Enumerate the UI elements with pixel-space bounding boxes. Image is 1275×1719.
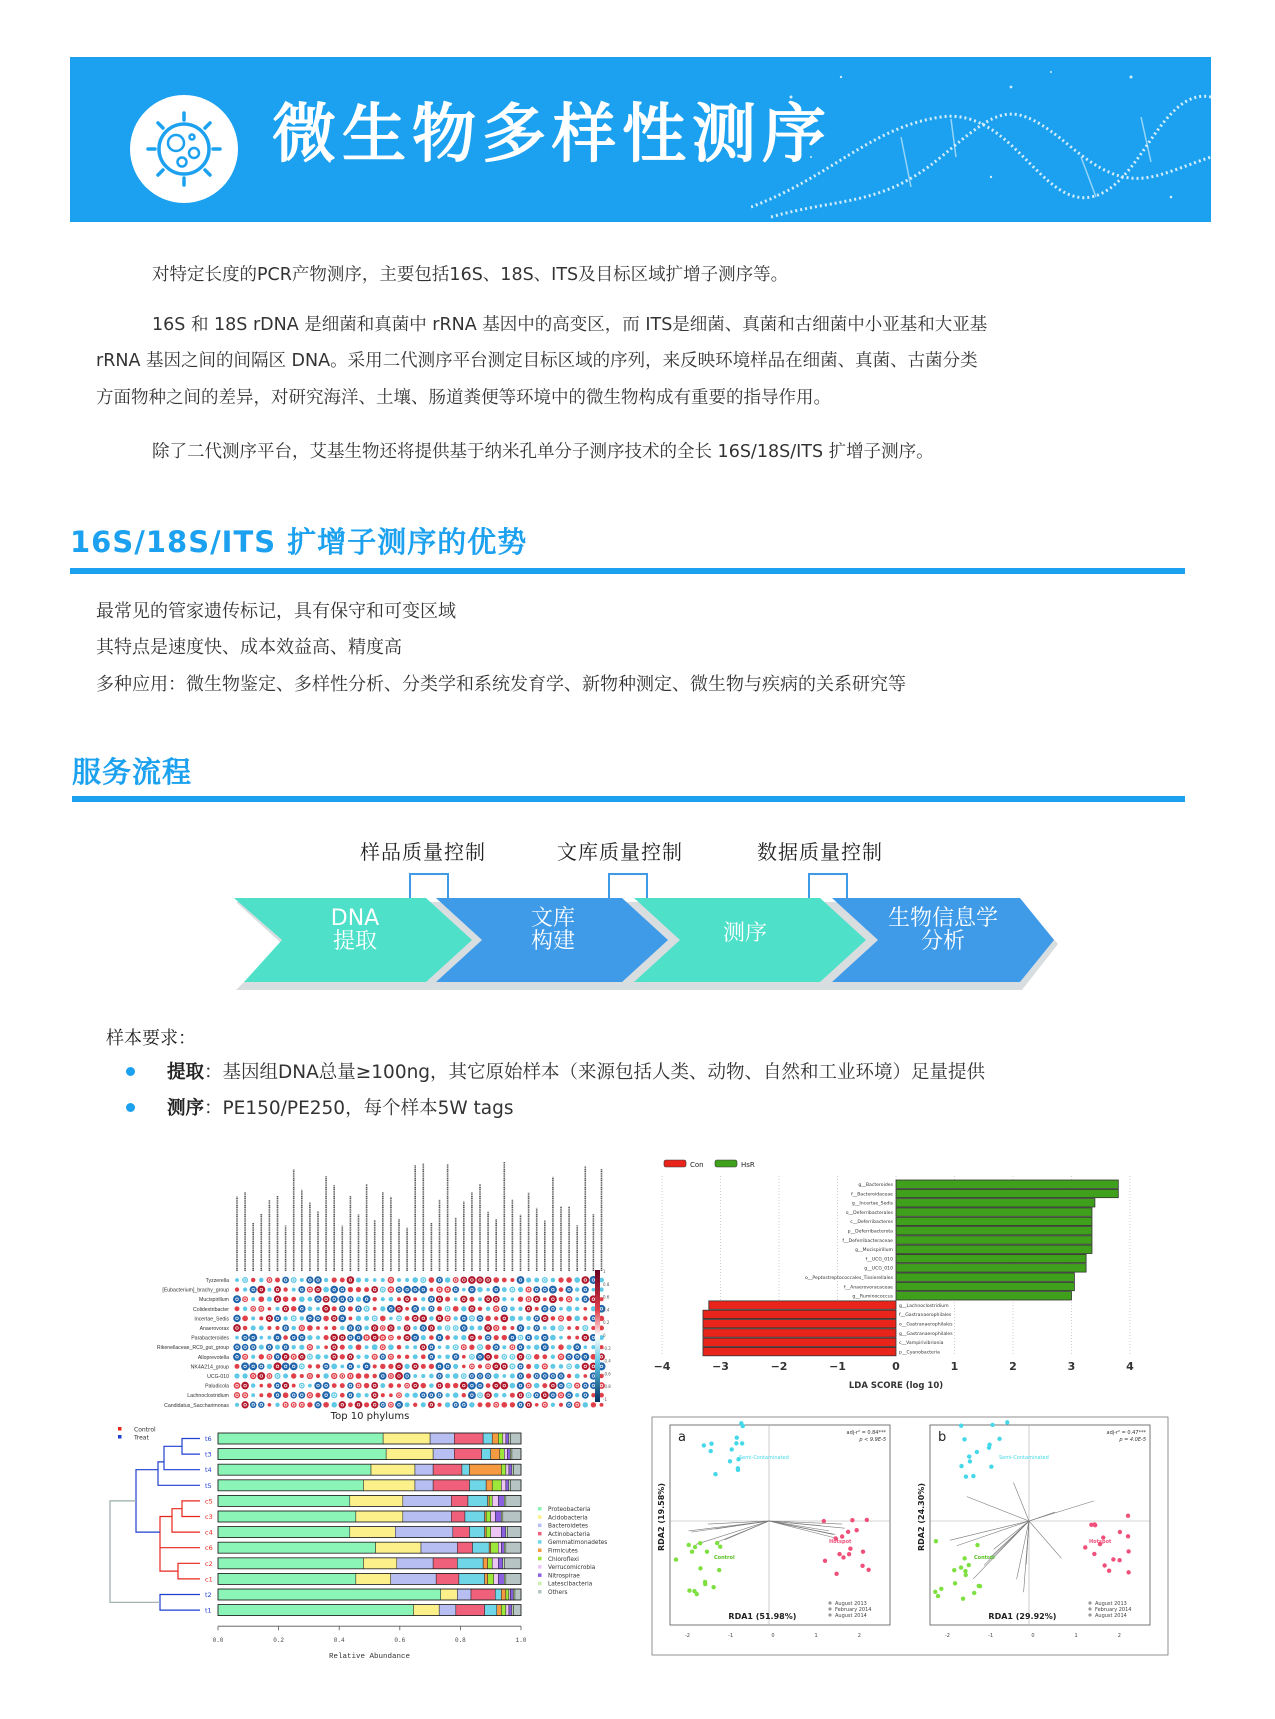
svg-text:0: 0 <box>603 1333 606 1338</box>
svg-text:August 2013: August 2013 <box>835 1601 867 1607</box>
section-divider <box>72 796 1185 802</box>
svg-text:Incertae_Sedis: Incertae_Sedis <box>194 1316 229 1323</box>
intro-paragraph-2-line-3: 方面物种之间的差异，对研究海洋、土壤、肠道粪便等环境中的微生物构成有重要的指导作用。 <box>96 388 831 408</box>
svg-text:February 2014: February 2014 <box>835 1607 872 1613</box>
requirement-sequencing: 测序 ： PE150/PE250，每个样本5W tags <box>126 1094 514 1120</box>
svg-text:c4: c4 <box>205 1528 213 1537</box>
svg-text:0: 0 <box>1031 1633 1035 1639</box>
svg-text:c3: c3 <box>205 1513 213 1521</box>
svg-text:0.4: 0.4 <box>603 1307 610 1313</box>
svg-text:c2: c2 <box>205 1559 213 1568</box>
intro-paragraph-3: 除了二代测序平台，艾基生物还将提供基于纳米孔单分子测序技术的全长 16S/18S/ITS 扩增子测序。 <box>152 442 934 462</box>
svg-text:August 2014: August 2014 <box>1095 1613 1127 1619</box>
svg-text:−2: −2 <box>770 1360 788 1373</box>
svg-text:1: 1 <box>1074 1633 1078 1639</box>
svg-text:Candidatus_Saccharimonas: Candidatus_Saccharimonas <box>164 1402 229 1409</box>
svg-text:-0.2: -0.2 <box>603 1345 611 1351</box>
svg-text:Hotspot: Hotspot <box>1089 1539 1112 1545</box>
requirement-extraction: 提取 ： 基因组DNA总量≥100ng，其它原始样本（来源包括人类、动物、自然和工业环境）足量提供 <box>126 1058 985 1084</box>
phylum-stacked-bar-chart <box>100 1402 630 1685</box>
svg-text:RDA1 (29.92%): RDA1 (29.92%) <box>988 1612 1057 1621</box>
svg-text:2: 2 <box>1009 1360 1017 1373</box>
svg-text:o__Gastranaerophilales: o__Gastranaerophilales <box>899 1322 953 1328</box>
svg-text:0: 0 <box>771 1633 775 1639</box>
svg-text:g__Incertae_Sedis: g__Incertae_Sedis <box>851 1201 893 1207</box>
lda-bar-chart <box>650 1150 1170 1410</box>
svg-text:o__Peptostreptococcales_Tissie: o__Peptostreptococcales_Tissierellales <box>804 1276 893 1281</box>
svg-text:p = 4.0E-5: p = 4.0E-5 <box>1119 1437 1146 1443</box>
svg-text:c__Deferribacteres: c__Deferribacteres <box>850 1220 893 1226</box>
svg-text:Nitrospirae: Nitrospirae <box>548 1573 580 1580</box>
svg-text:RDA2 (19.58%): RDA2 (19.58%) <box>657 1483 666 1551</box>
svg-text:Control: Control <box>714 1555 735 1561</box>
advantages-heading: 16S/18S/ITS 扩增子测序的优势 <box>70 525 528 559</box>
correlation-heatmap <box>95 1160 625 1410</box>
svg-text:Bacteroidetes: Bacteroidetes <box>548 1523 589 1530</box>
svg-text:t1: t1 <box>205 1606 212 1615</box>
svg-text:-0.4: -0.4 <box>603 1358 611 1364</box>
qc-label-data: 数据质量控制 <box>757 840 883 864</box>
svg-text:Proteobacteria: Proteobacteria <box>548 1507 591 1513</box>
step-library-construction: 文库 构建 <box>530 906 575 954</box>
svg-text:t2: t2 <box>205 1591 212 1599</box>
svg-text:0.6: 0.6 <box>603 1294 610 1300</box>
step-bioinformatics: 生物信息学 分析 <box>887 906 998 954</box>
svg-text:−4: −4 <box>653 1360 671 1373</box>
sample-requirements-title: 样本要求： <box>106 1028 196 1049</box>
svg-text:f__UCG_010: f__UCG_010 <box>865 1257 893 1263</box>
svg-text:Actinobacteria: Actinobacteria <box>548 1531 590 1538</box>
qc-label-library: 文库质量控制 <box>557 840 683 864</box>
section-divider <box>70 568 1185 574</box>
svg-text:HsR: HsR <box>741 1161 755 1169</box>
intro-paragraph-2-line-2: rRNA 基因之间的间隔区 DNA。采用二代测序平台测定目标区域的序列，来反映环境样品在细菌、真菌、古菌分类 <box>96 351 978 371</box>
svg-text:Colidextribacter: Colidextribacter <box>192 1306 229 1313</box>
intro-paragraph-2-line-1: 16S 和 18S rDNA 是细菌和真菌中 rRNA 基因中的高变区，而 ITS是细菌、真菌和古细菌中小亚基和大亚基 <box>152 315 988 335</box>
svg-text:Verrucomicrobia: Verrucomicrobia <box>548 1565 596 1572</box>
svg-text:f__Anaerovoracaceae: f__Anaerovoracaceae <box>843 1285 893 1291</box>
svg-text:Control: Control <box>974 1555 995 1561</box>
svg-text:0.4: 0.4 <box>333 1637 345 1645</box>
svg-text:g__Ruminococcus: g__Ruminococcus <box>852 1294 893 1300</box>
svg-text:-2: -2 <box>945 1633 950 1639</box>
svg-text:Semi-Contaminated: Semi-Contaminated <box>999 1455 1049 1461</box>
svg-text:Rikenellaceae_RC9_gut_group: Rikenellaceae_RC9_gut_group <box>156 1345 229 1352</box>
advantage-item: 最常见的管家遗传标记，具有保守和可变区域 <box>96 601 456 622</box>
svg-text:LDA SCORE (log 10): LDA SCORE (log 10) <box>848 1381 944 1391</box>
step-dna-extraction: DNA 提取 <box>330 906 380 954</box>
svg-text:Paludicola: Paludicola <box>205 1383 229 1390</box>
svg-text:0.6: 0.6 <box>394 1637 406 1645</box>
svg-text:1: 1 <box>814 1633 818 1639</box>
svg-text:Semi-Contaminated: Semi-Contaminated <box>739 1455 789 1461</box>
svg-text:NK4A214_group: NK4A214_group <box>190 1364 229 1371</box>
svg-text:1: 1 <box>950 1360 959 1373</box>
svg-text:adj-r² = 0.47***: adj-r² = 0.47*** <box>1106 1430 1146 1436</box>
svg-text:adj-r² = 0.84***: adj-r² = 0.84*** <box>846 1430 886 1436</box>
advantage-item: 多种应用：微生物鉴定、多样性分析、分类学和系统发育学、新物种测定、微生物与疾病的关系研究等 <box>96 674 906 695</box>
svg-text:-1: -1 <box>988 1633 994 1639</box>
svg-text:Top 10 phylums: Top 10 phylums <box>330 1411 410 1422</box>
svg-text:b: b <box>938 1430 947 1445</box>
svg-text:f__Bacteroidaceae: f__Bacteroidaceae <box>851 1192 893 1198</box>
bullet-icon <box>126 1103 135 1112</box>
svg-text:c1: c1 <box>205 1575 213 1584</box>
svg-text:g__Mucispirillum: g__Mucispirillum <box>855 1248 893 1254</box>
svg-text:-1: -1 <box>603 1397 607 1402</box>
svg-text:Others: Others <box>548 1590 568 1596</box>
svg-text:t5: t5 <box>205 1481 212 1490</box>
svg-text:1.0: 1.0 <box>515 1637 527 1645</box>
svg-text:RDA1 (51.98%): RDA1 (51.98%) <box>728 1612 797 1621</box>
step-sequencing: 测序 <box>722 921 767 946</box>
svg-text:Hotspot: Hotspot <box>829 1539 852 1545</box>
svg-text:t4: t4 <box>205 1466 212 1475</box>
svg-text:Control: Control <box>134 1426 156 1434</box>
svg-text:a: a <box>678 1430 686 1445</box>
svg-text:Firmicutes: Firmicutes <box>548 1548 578 1555</box>
svg-text:t6: t6 <box>205 1435 212 1443</box>
svg-text:o__Deferribacterales: o__Deferribacterales <box>845 1210 893 1216</box>
advantage-item: 其特点是速度快、成本效益高、精度高 <box>96 637 402 658</box>
svg-text:Parabacteroides: Parabacteroides <box>191 1335 229 1342</box>
svg-text:Chloroflexi: Chloroflexi <box>548 1556 579 1563</box>
svg-text:RDA2 (24.30%): RDA2 (24.30%) <box>917 1483 926 1551</box>
svg-text:p__Deferribacterota: p__Deferribacterota <box>847 1229 893 1235</box>
svg-text:0.8: 0.8 <box>603 1281 610 1287</box>
svg-text:f__Gastranaerophilales: f__Gastranaerophilales <box>899 1313 952 1319</box>
svg-text:August 2013: August 2013 <box>1095 1601 1127 1607</box>
svg-text:g__Bacteroides: g__Bacteroides <box>858 1183 893 1188</box>
svg-text:0.2: 0.2 <box>273 1637 285 1645</box>
svg-text:Tyzzerella: Tyzzerella <box>205 1278 229 1284</box>
page-title: 微生物多样性测序 <box>272 98 832 172</box>
svg-text:4: 4 <box>1126 1360 1134 1373</box>
svg-text:Con: Con <box>690 1161 704 1169</box>
svg-text:0.0: 0.0 <box>212 1637 224 1645</box>
svg-text:3: 3 <box>1067 1360 1076 1373</box>
svg-text:p < 9.9E-5: p < 9.9E-5 <box>859 1437 886 1443</box>
svg-text:-2: -2 <box>685 1633 690 1639</box>
svg-text:c__Vampirivibrionia: c__Vampirivibrionia <box>899 1341 944 1347</box>
svg-text:c5: c5 <box>205 1497 213 1506</box>
svg-text:Lachnoclostridium: Lachnoclostridium <box>187 1393 229 1400</box>
svg-text:February 2014: February 2014 <box>1095 1607 1132 1613</box>
svg-text:Treat: Treat <box>134 1434 149 1442</box>
svg-text:t3: t3 <box>205 1450 212 1459</box>
microbe-logo <box>130 95 238 203</box>
svg-text:-1: -1 <box>728 1633 734 1639</box>
svg-text:Relative Abundance: Relative Abundance <box>328 1653 411 1662</box>
svg-text:August 2014: August 2014 <box>835 1613 867 1619</box>
svg-text:−1: −1 <box>829 1360 846 1373</box>
workflow-heading: 服务流程 <box>72 755 193 789</box>
svg-text:g__Lachnoclostridium: g__Lachnoclostridium <box>899 1303 949 1309</box>
microbe-icon <box>142 107 226 191</box>
title-banner <box>70 57 1211 222</box>
svg-text:−3: −3 <box>712 1360 729 1373</box>
intro-paragraph-1: 对特定长度的PCR产物测序，主要包括16S、18S、ITS及目标区域扩增子测序等。 <box>152 265 789 285</box>
svg-text:[Eubacterium]_brachy_group: [Eubacterium]_brachy_group <box>162 1287 229 1294</box>
svg-text:0.8: 0.8 <box>454 1637 466 1645</box>
svg-text:2: 2 <box>857 1633 861 1639</box>
svg-text:Alloprevotella: Alloprevotella <box>197 1354 229 1361</box>
svg-text:UCG-010: UCG-010 <box>207 1374 229 1380</box>
svg-text:-0.8: -0.8 <box>603 1384 611 1390</box>
svg-text:c6: c6 <box>205 1544 213 1553</box>
svg-text:-0.6: -0.6 <box>603 1371 611 1377</box>
svg-text:g__UCG_010: g__UCG_010 <box>864 1266 893 1272</box>
rda-ordination-plots <box>650 1415 1170 1660</box>
bullet-icon <box>126 1067 135 1076</box>
svg-text:g__Gastranaerophilales: g__Gastranaerophilales <box>899 1331 953 1337</box>
svg-text:Acidobacteria: Acidobacteria <box>548 1515 588 1522</box>
svg-text:f__Deferribacteraceae: f__Deferribacteraceae <box>842 1238 893 1244</box>
svg-text:Anaerovorax: Anaerovorax <box>199 1326 229 1332</box>
qc-label-sample: 样品质量控制 <box>360 840 486 864</box>
svg-text:0: 0 <box>892 1360 900 1373</box>
svg-text:Gemmatimonadetes: Gemmatimonadetes <box>548 1540 608 1547</box>
svg-text:Mucispirillum: Mucispirillum <box>199 1297 229 1304</box>
svg-text:2: 2 <box>1117 1633 1121 1639</box>
svg-text:1: 1 <box>603 1269 606 1274</box>
svg-text:p__Cyanobacteria: p__Cyanobacteria <box>899 1350 940 1356</box>
svg-text:Latescibacteria: Latescibacteria <box>548 1581 593 1588</box>
svg-text:0.2: 0.2 <box>603 1320 610 1326</box>
